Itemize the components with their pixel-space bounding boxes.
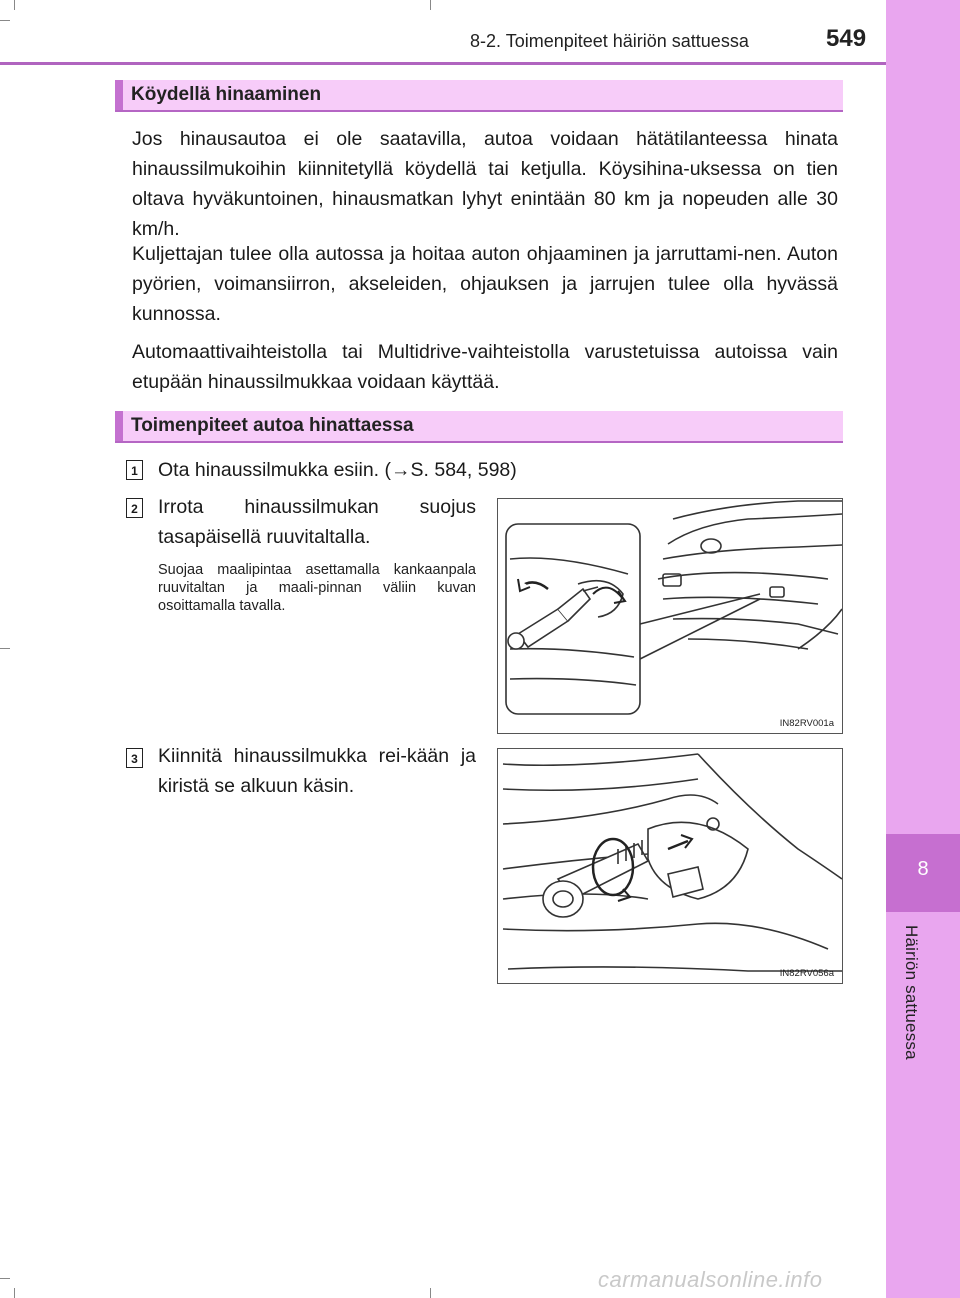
crop-mark xyxy=(430,0,431,10)
step-1-text: Ota hinaussilmukka esiin. (→S. 584, 598) xyxy=(158,459,517,481)
step-number-3: 3 xyxy=(126,748,143,768)
paragraph-transmission-note: Automaattivaihteistolla tai Multidrive-vaihteistolla varustetuissa autoissa vain etupään hinaussilmukkaa voidaan käyttää. xyxy=(132,341,838,393)
step-3-text: Kiinnitä hinaussilmukka rei-kään ja kiristä se alkuun käsin. xyxy=(158,745,476,797)
watermark: carmanualsonline.info xyxy=(598,1267,823,1292)
section-heading-text: Toimenpiteet autoa hinattaessa xyxy=(131,415,414,436)
header-rule xyxy=(0,62,886,65)
section-heading-text: Köydellä hinaaminen xyxy=(131,84,322,105)
chapter-side-tab xyxy=(886,0,960,1298)
paragraph-rope-towing-intro: Jos hinausautoa ei ole saatavilla, autoa voidaan hätätilanteessa hinata hinaussilmukoihin kiinnitetyllä köydellä tai ketjulla. Köysihina-uksessa on tien oltava hyväkuntoinen, hinausmatkan lyhyt enintään 80 km ja nopeuden alle 30 km/h. xyxy=(132,128,838,240)
figure-install-eyelet xyxy=(497,748,843,984)
paragraph-driver-requirements: Kuljettajan tulee olla autossa ja hoitaa auton ohjaaminen ja jarruttami-nen. Auton pyörien, voimansiirron, akseleiden, ohjauksen ja jarrujen tulee olla hyvässä kunnossa. xyxy=(132,243,838,325)
illustration-towing-eyelet xyxy=(498,749,842,983)
crop-mark xyxy=(430,1288,431,1298)
step-2-note: Suojaa maalipintaa asettamalla kankaanpala ruuvitaltan ja maali-pinnan väliin kuvan osoittamalla tavalla. xyxy=(158,562,476,614)
figure-code: IN82RV056a xyxy=(779,968,834,979)
running-header-title: 8-2. Toimenpiteet häiriön sattuessa xyxy=(470,31,749,51)
crop-mark xyxy=(0,20,10,21)
section-heading-towing-steps xyxy=(115,411,843,443)
crop-mark xyxy=(0,648,10,649)
step-number-1: 1 xyxy=(126,460,143,480)
page-number: 549 xyxy=(826,25,867,52)
chapter-label: Häiriön sattuessa xyxy=(902,925,921,1060)
figure-code: IN82RV001a xyxy=(779,718,834,729)
crop-mark xyxy=(14,0,15,10)
figure-remove-cover xyxy=(497,498,843,734)
chapter-number: 8 xyxy=(917,858,929,880)
step-number-2: 2 xyxy=(126,498,143,518)
heading-accent-bar xyxy=(115,80,123,110)
crop-mark xyxy=(0,1278,10,1279)
step-2-text: Irrota hinaussilmukan suojus tasapäisellä ruuvitaltalla. xyxy=(158,496,476,548)
crop-mark xyxy=(14,1288,15,1298)
heading-accent-bar xyxy=(115,411,123,441)
section-heading-rope-towing xyxy=(115,80,843,112)
illustration-screwdriver-cover xyxy=(498,499,842,733)
